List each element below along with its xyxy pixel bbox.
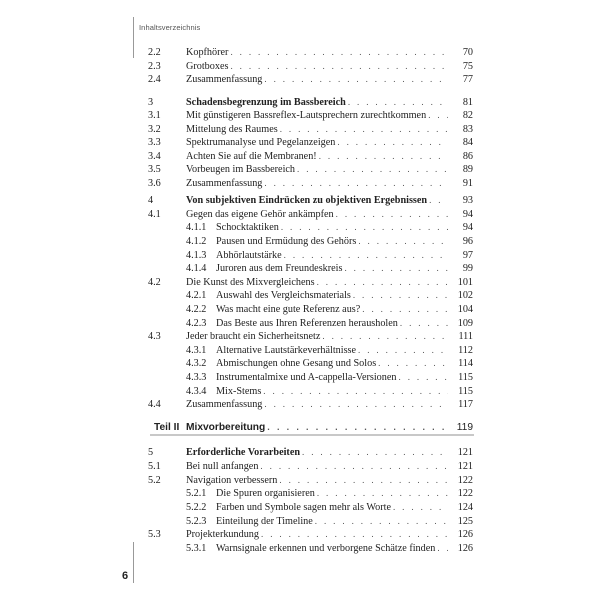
entry-title-with-leader xyxy=(186,136,448,149)
page-reference: 122 xyxy=(457,475,473,486)
toc-entry[interactable] xyxy=(0,208,600,221)
dot-leader xyxy=(284,249,448,262)
page-reference: 104 xyxy=(457,304,473,315)
section-title: Schadensbegrenzung im Bassbereich xyxy=(186,97,346,108)
entry-title-with-leader xyxy=(216,249,448,262)
entry-title-with-leader xyxy=(186,474,448,487)
entry-title-with-leader xyxy=(216,487,448,500)
section-number: 4.1.3 xyxy=(186,250,207,261)
section-number: 3.3 xyxy=(148,137,161,148)
page-reference: 124 xyxy=(457,502,473,513)
toc-entry[interactable] xyxy=(0,276,600,289)
section-title: Mit günstigeren Bassreflex-Lautsprechern zurechtkommen xyxy=(186,110,427,121)
toc-entry[interactable] xyxy=(0,474,600,487)
entry-title-with-leader xyxy=(186,163,448,176)
toc-entry[interactable] xyxy=(0,221,600,234)
section-number: Teil II xyxy=(154,422,180,433)
page-reference: 102 xyxy=(457,290,473,301)
toc-entry[interactable] xyxy=(0,398,600,411)
page-reference: 109 xyxy=(457,318,473,329)
section-number: 5.3.1 xyxy=(186,543,207,554)
section-title: Navigation verbessern xyxy=(186,475,278,486)
section-title: Projekterkundung xyxy=(186,529,259,540)
dot-leader xyxy=(344,262,448,275)
section-title: Abhörlautstärke xyxy=(216,250,282,261)
section-title: Das Beste aus Ihren Referenzen herausholen xyxy=(216,318,398,329)
toc-entry[interactable] xyxy=(0,249,600,262)
entry-title-with-leader xyxy=(186,421,448,434)
section-title: Schocktaktiken xyxy=(216,222,279,233)
entry-title-with-leader xyxy=(216,221,448,234)
section-title: Zusammenfassung xyxy=(186,74,263,85)
toc-entry[interactable] xyxy=(0,150,600,163)
page-reference: 82 xyxy=(462,110,473,121)
page-reference: 126 xyxy=(457,529,473,540)
section-title: Zusammenfassung xyxy=(186,399,263,410)
dot-leader xyxy=(400,317,448,330)
section-number: 3.1 xyxy=(148,110,161,121)
entry-title-with-leader xyxy=(216,235,448,248)
part-divider-rule xyxy=(150,434,474,436)
entry-title-with-leader xyxy=(216,344,448,357)
dot-leader xyxy=(302,446,448,459)
section-title: Die Spuren organisieren xyxy=(216,488,315,499)
section-title: Juroren aus dem Freundeskreis xyxy=(216,263,343,274)
page-reference: 86 xyxy=(462,151,473,162)
toc-entry[interactable] xyxy=(0,528,600,541)
page-reference: 115 xyxy=(458,386,473,397)
entry-title-with-leader xyxy=(216,371,448,384)
toc-entry[interactable] xyxy=(0,460,600,473)
toc-entry[interactable] xyxy=(0,330,600,343)
dot-leader xyxy=(267,421,448,434)
section-title: Einteilung der Timeline xyxy=(216,516,313,527)
section-number: 4.4 xyxy=(148,399,161,410)
toc-entry[interactable] xyxy=(0,46,600,59)
entry-title-with-leader xyxy=(186,109,448,122)
section-number: 4.1.4 xyxy=(186,263,207,274)
dot-leader xyxy=(429,194,448,207)
section-title: Farben und Symbole sagen mehr als Worte xyxy=(216,502,391,513)
entry-title-with-leader xyxy=(186,73,448,86)
toc-entry[interactable] xyxy=(0,317,600,330)
section-number: 4.2.2 xyxy=(186,304,207,315)
section-title: Vorbeugen im Bassbereich xyxy=(186,164,296,175)
toc-entry[interactable] xyxy=(0,357,600,370)
dot-leader xyxy=(264,398,448,411)
section-title: Von subjektiven Eindrücken zu objektiven Ergebnissen xyxy=(186,195,428,206)
page-reference: 112 xyxy=(458,345,473,356)
toc-chapter-entry[interactable] xyxy=(0,96,600,109)
page-reference: 115 xyxy=(458,372,473,383)
dot-leader xyxy=(317,487,448,500)
dot-leader xyxy=(358,344,448,357)
toc-entry[interactable] xyxy=(0,501,600,514)
section-number: 4.1.2 xyxy=(186,236,207,247)
page-reference: 94 xyxy=(462,222,473,233)
dot-leader xyxy=(280,123,448,136)
section-number: 5 xyxy=(148,447,154,458)
section-number: 5.2 xyxy=(148,475,161,486)
entry-title-with-leader xyxy=(216,262,448,275)
dot-leader xyxy=(336,208,448,221)
section-title: Grotboxes xyxy=(186,61,229,72)
section-title: Jeder braucht ein Sicherheitsnetz xyxy=(186,331,321,342)
page-reference: 121 xyxy=(457,447,473,458)
page-reference: 89 xyxy=(462,164,473,175)
dot-leader xyxy=(393,501,448,514)
entry-title-with-leader xyxy=(186,177,448,190)
entry-title-with-leader xyxy=(186,276,448,289)
dot-leader xyxy=(337,136,448,149)
toc-entry[interactable] xyxy=(0,109,600,122)
section-title: Warnsignale erkennen und verborgene Schätze finden xyxy=(216,543,436,554)
entry-title-with-leader xyxy=(186,460,448,473)
section-number: 3.5 xyxy=(148,164,161,175)
dot-leader xyxy=(297,163,448,176)
toc-chapter-entry[interactable] xyxy=(0,446,600,459)
section-number: 3.2 xyxy=(148,124,161,135)
toc-entry[interactable] xyxy=(0,73,600,86)
dot-leader xyxy=(437,542,448,555)
dot-leader xyxy=(428,109,448,122)
running-head: Inhaltsverzeichnis xyxy=(139,23,201,32)
entry-title-with-leader xyxy=(216,303,448,316)
page-reference: 75 xyxy=(462,61,473,72)
section-title: Instrumentalmixe und A-cappella-Versionen xyxy=(216,372,397,383)
section-title: Achten Sie auf die Membranen! xyxy=(186,151,317,162)
section-number: 2.3 xyxy=(148,61,161,72)
page-reference: 93 xyxy=(462,195,473,206)
section-title: Was macht eine gute Referenz aus? xyxy=(216,304,361,315)
page-reference: 114 xyxy=(458,358,473,369)
page-reference: 83 xyxy=(462,124,473,135)
section-number: 3 xyxy=(148,97,154,108)
entry-title-with-leader xyxy=(186,60,448,73)
folio-bar xyxy=(133,542,134,583)
section-number: 2.2 xyxy=(148,47,161,58)
dot-leader xyxy=(348,96,448,109)
section-number: 4.2 xyxy=(148,277,161,288)
entry-title-with-leader xyxy=(186,446,448,459)
toc-entry[interactable] xyxy=(0,262,600,275)
toc-entry[interactable] xyxy=(0,163,600,176)
section-title: Mittelung des Raumes xyxy=(186,124,278,135)
toc-entry[interactable] xyxy=(0,385,600,398)
entry-title-with-leader xyxy=(186,46,448,59)
section-title: Mix-Stems xyxy=(216,386,262,397)
section-number: 5.1 xyxy=(148,461,161,472)
page-reference: 91 xyxy=(462,178,473,189)
dot-leader xyxy=(230,60,448,73)
entry-title-with-leader xyxy=(186,208,448,221)
section-number: 4.3.3 xyxy=(186,372,207,383)
dot-leader xyxy=(362,303,448,316)
entry-title-with-leader xyxy=(216,317,448,330)
section-number: 3.4 xyxy=(148,151,161,162)
section-title: Abmischungen ohne Gesang und Solos xyxy=(216,358,377,369)
section-title: Kopfhörer xyxy=(186,47,229,58)
dot-leader xyxy=(279,474,448,487)
page-reference: 126 xyxy=(457,543,473,554)
dot-leader xyxy=(263,385,448,398)
section-number: 4.2.1 xyxy=(186,290,207,301)
entry-title-with-leader xyxy=(216,357,448,370)
entry-title-with-leader xyxy=(216,385,448,398)
entry-title-with-leader xyxy=(186,528,448,541)
entry-title-with-leader xyxy=(186,150,448,163)
toc-chapter-entry[interactable] xyxy=(0,194,600,207)
entry-title-with-leader xyxy=(186,194,448,207)
dot-leader xyxy=(230,46,448,59)
dot-leader xyxy=(322,330,448,343)
entry-title-with-leader xyxy=(186,330,448,343)
page-reference: 94 xyxy=(462,209,473,220)
entry-title-with-leader xyxy=(216,501,448,514)
toc-entry[interactable] xyxy=(0,177,600,190)
page-reference: 99 xyxy=(462,263,473,274)
page-reference: 121 xyxy=(457,461,473,472)
dot-leader xyxy=(260,460,448,473)
dot-leader xyxy=(317,276,448,289)
section-number: 4.3 xyxy=(148,331,161,342)
dot-leader xyxy=(358,235,448,248)
toc-entry[interactable] xyxy=(0,515,600,528)
section-number: 2.4 xyxy=(148,74,161,85)
section-title: Zusammenfassung xyxy=(186,178,263,189)
entry-title-with-leader xyxy=(216,515,448,528)
section-number: 5.2.1 xyxy=(186,488,207,499)
toc-entry[interactable] xyxy=(0,487,600,500)
toc-entry[interactable] xyxy=(0,371,600,384)
section-title: Alternative Lautstärkeverhältnisse xyxy=(216,345,357,356)
section-number: 4.3.2 xyxy=(186,358,207,369)
section-number: 4.3.1 xyxy=(186,345,207,356)
section-number: 4.2.3 xyxy=(186,318,207,329)
section-title: Pausen und Ermüdung des Gehörs xyxy=(216,236,357,247)
toc-entry[interactable] xyxy=(0,136,600,149)
dot-leader xyxy=(261,528,448,541)
entry-title-with-leader xyxy=(186,96,448,109)
entry-title-with-leader xyxy=(216,542,448,555)
entry-title-with-leader xyxy=(186,398,448,411)
toc-entry[interactable] xyxy=(0,123,600,136)
page-reference: 77 xyxy=(462,74,473,85)
dot-leader xyxy=(319,150,448,163)
toc-entry[interactable] xyxy=(0,60,600,73)
section-number: 3.6 xyxy=(148,178,161,189)
dot-leader xyxy=(264,177,448,190)
dot-leader xyxy=(264,73,448,86)
section-number: 4.1 xyxy=(148,209,161,220)
dot-leader xyxy=(378,357,448,370)
dot-leader xyxy=(399,371,449,384)
page-reference: 84 xyxy=(462,137,473,148)
page-reference: 70 xyxy=(462,47,473,58)
page-reference: 125 xyxy=(457,516,473,527)
section-title: Die Kunst des Mixvergleichens xyxy=(186,277,315,288)
toc-part-entry[interactable] xyxy=(0,421,600,434)
toc-entry[interactable] xyxy=(0,303,600,316)
section-title: Gegen das eigene Gehör ankämpfen xyxy=(186,209,334,220)
section-number: 5.2.3 xyxy=(186,516,207,527)
section-title: Bei null anfangen xyxy=(186,461,259,472)
entry-title-with-leader xyxy=(186,123,448,136)
page-reference: 122 xyxy=(457,488,473,499)
page-reference: 81 xyxy=(462,97,473,108)
section-number: 4.3.4 xyxy=(186,386,207,397)
page-reference: 119 xyxy=(456,422,473,433)
section-number: 4.1.1 xyxy=(186,222,207,233)
section-number: 5.3 xyxy=(148,529,161,540)
page-reference: 111 xyxy=(458,331,473,342)
toc-entry[interactable] xyxy=(0,289,600,302)
section-number: 5.2.2 xyxy=(186,502,207,513)
toc-entry[interactable] xyxy=(0,344,600,357)
dot-leader xyxy=(353,289,448,302)
section-number: 4 xyxy=(148,195,154,206)
section-title: Auswahl des Vergleichsmaterials xyxy=(216,290,351,301)
page-number: 6 xyxy=(122,570,129,582)
dot-leader xyxy=(315,515,448,528)
section-title: Mixvorbereitung xyxy=(186,422,266,433)
entry-title-with-leader xyxy=(216,289,448,302)
dot-leader xyxy=(281,221,448,234)
page-reference: 101 xyxy=(457,277,473,288)
page-reference: 96 xyxy=(462,236,473,247)
toc-entry[interactable] xyxy=(0,542,600,555)
page-reference: 97 xyxy=(462,250,473,261)
section-title: Erforderliche Vorarbeiten xyxy=(186,447,301,458)
section-title: Spektrumanalyse und Pegelanzeigen xyxy=(186,137,336,148)
page-reference: 117 xyxy=(458,399,473,410)
toc-entry[interactable] xyxy=(0,235,600,248)
